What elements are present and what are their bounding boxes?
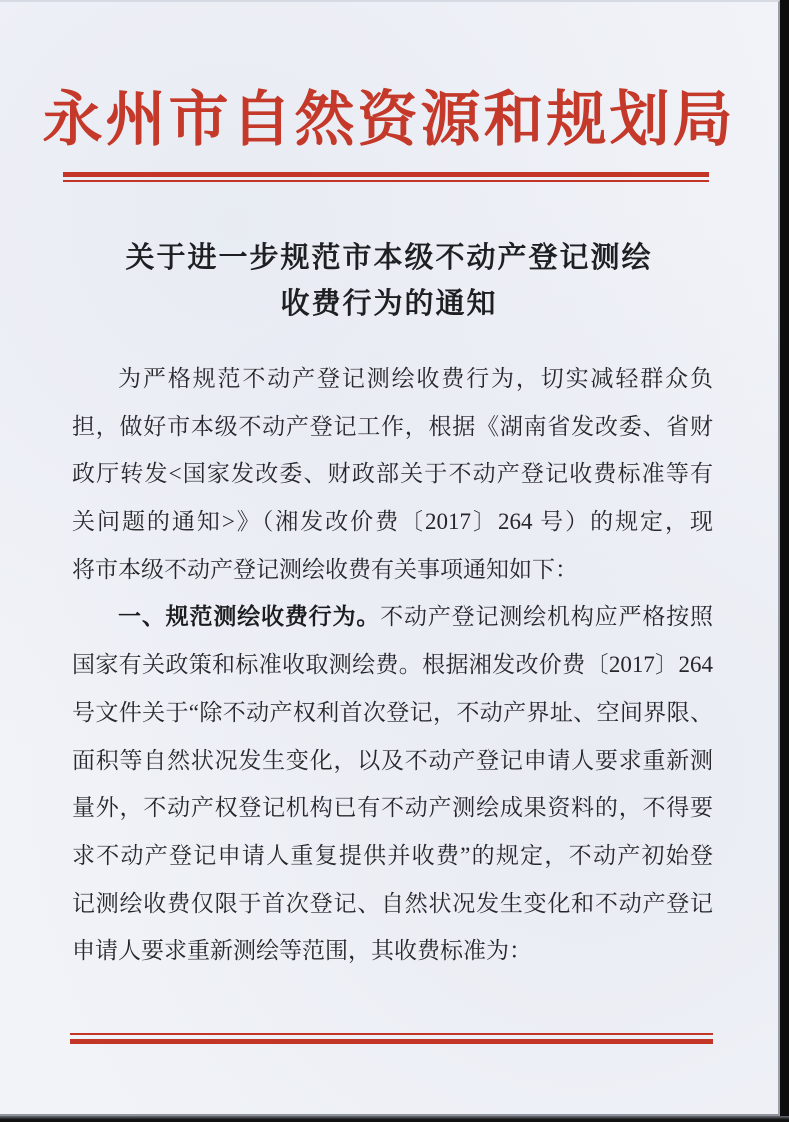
body-line: 记测绘收费仅限于首次登记、自然状况发生变化和不动产登记 <box>72 890 713 916</box>
body-line: 号文件关于“除不动产权利首次登记，不动产界址、空间界限、 <box>72 699 713 725</box>
letterhead-divider <box>63 172 709 182</box>
body-line-section-heading <box>72 593 713 641</box>
document-title-line1: 关于进一步规范市本级不动产登记测绘 <box>125 242 653 274</box>
section-heading-bold: 一、规范测绘收费行为。 <box>118 603 381 630</box>
body-line: 国家有关政策和标准收取测绘费。根据湘发改价费〔2017〕264 <box>72 652 713 678</box>
body-line: 担，做好市本级不动产登记工作，根据《湖南省发改委、省财 <box>72 413 713 439</box>
body-line: 将市本级不动产登记测绘收费有关事项通知如下： <box>72 556 578 582</box>
document-title <box>0 235 778 327</box>
document-title-line2: 收费行为的通知 <box>280 288 498 320</box>
body-line: 关问题的通知>》（湘发改价费〔2017〕264 号）的规定，现 <box>72 509 713 535</box>
footer-divider <box>70 1033 713 1044</box>
scan-edge-bottom <box>0 1116 789 1122</box>
section-heading-rest: 不动产登记测绘机构应严格按照 <box>380 604 714 630</box>
divider-thin-line <box>63 180 709 182</box>
document-body <box>72 355 713 975</box>
body-line: 政厅转发<国家发改委、财政部关于不动产登记收费标准等有 <box>72 461 713 487</box>
body-line: 量外，不动产权登记机构已有不动产测绘成果资料的，不得要 <box>72 795 713 821</box>
divider-thick-line <box>70 1039 713 1044</box>
body-line: 申请人要求重新测绘等范围，其收费标准为： <box>72 938 532 964</box>
body-line: 面积等自然状况发生变化，以及不动产登记申请人要求重新测 <box>72 747 713 773</box>
letterhead-org-name: 永州市自然资源和规划局 <box>42 87 736 153</box>
body-line: 为严格规范不动产登记测绘收费行为，切实减轻群众负 <box>118 366 713 391</box>
scan-edge-right <box>780 0 789 1122</box>
body-line: 求不动产登记申请人重复提供并收费”的规定，不动产初始登 <box>72 842 713 868</box>
